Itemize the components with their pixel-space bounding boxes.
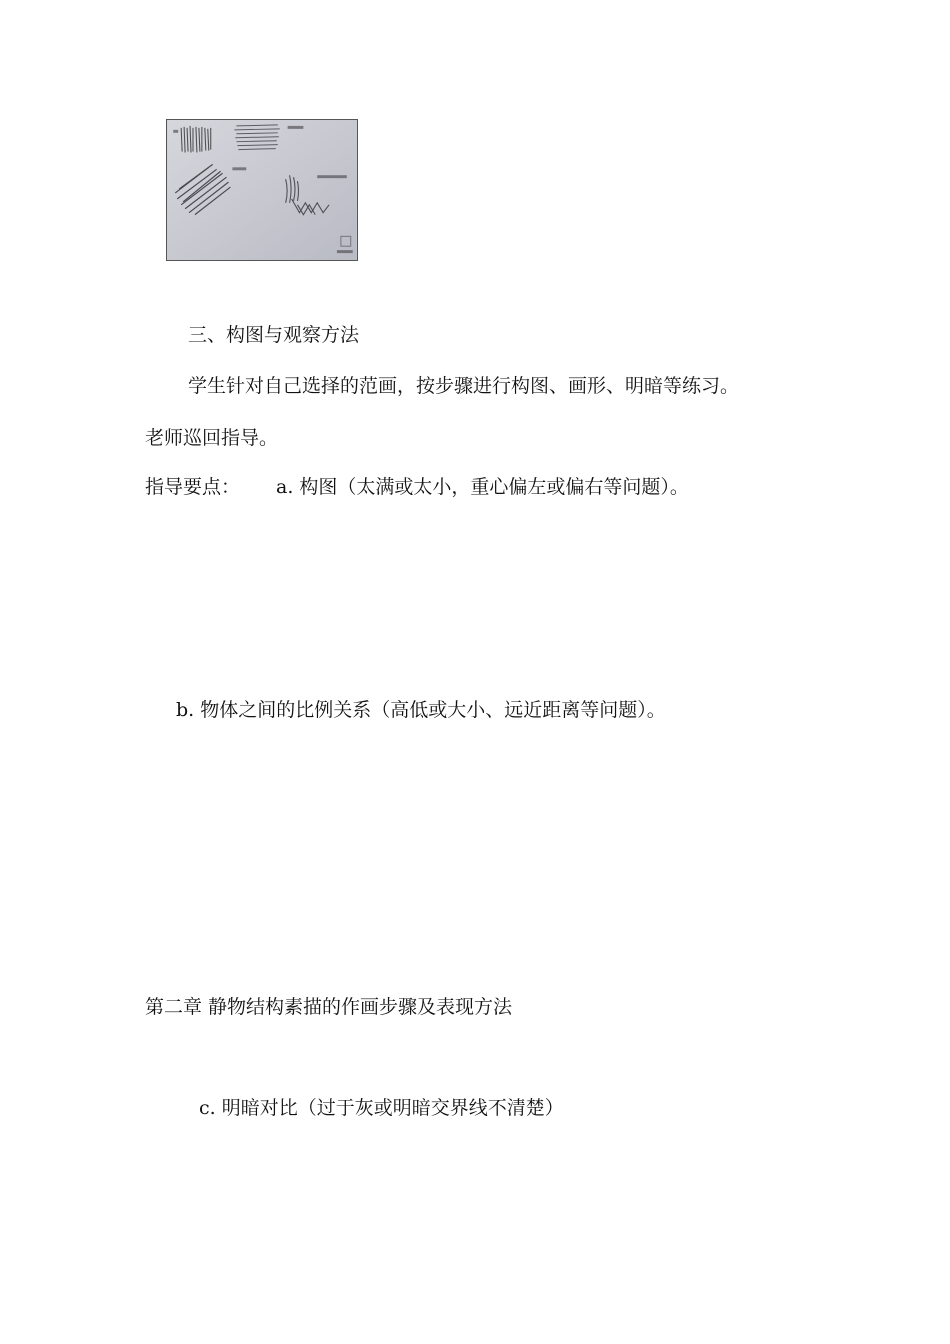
sketch-photo [166,119,358,261]
guide-point-a-line [145,474,689,500]
guide-point-a: a. 构图（太满或太小，重心偏左或偏右等问题）。 [276,476,689,498]
pencil-hatching-icon [167,120,357,260]
guide-point-b: b. 物体之间的比例关系（高低或大小、远近距离等问题）。 [176,699,666,721]
paragraph-line-1: 学生针对自己选择的范画，按步骤进行构图、画形、明暗等练习。 [188,375,740,397]
chapter-heading: 第二章 静物结构素描的作画步骤及表现方法 [145,996,513,1018]
section-heading: 三、构图与观察方法 [188,324,360,346]
paragraph-line-2: 老师巡回指导。 [145,427,279,449]
guide-point-c: c. 明暗对比（过于灰或明暗交界线不清楚） [199,1097,564,1119]
guide-label: 指导要点： [145,476,241,498]
